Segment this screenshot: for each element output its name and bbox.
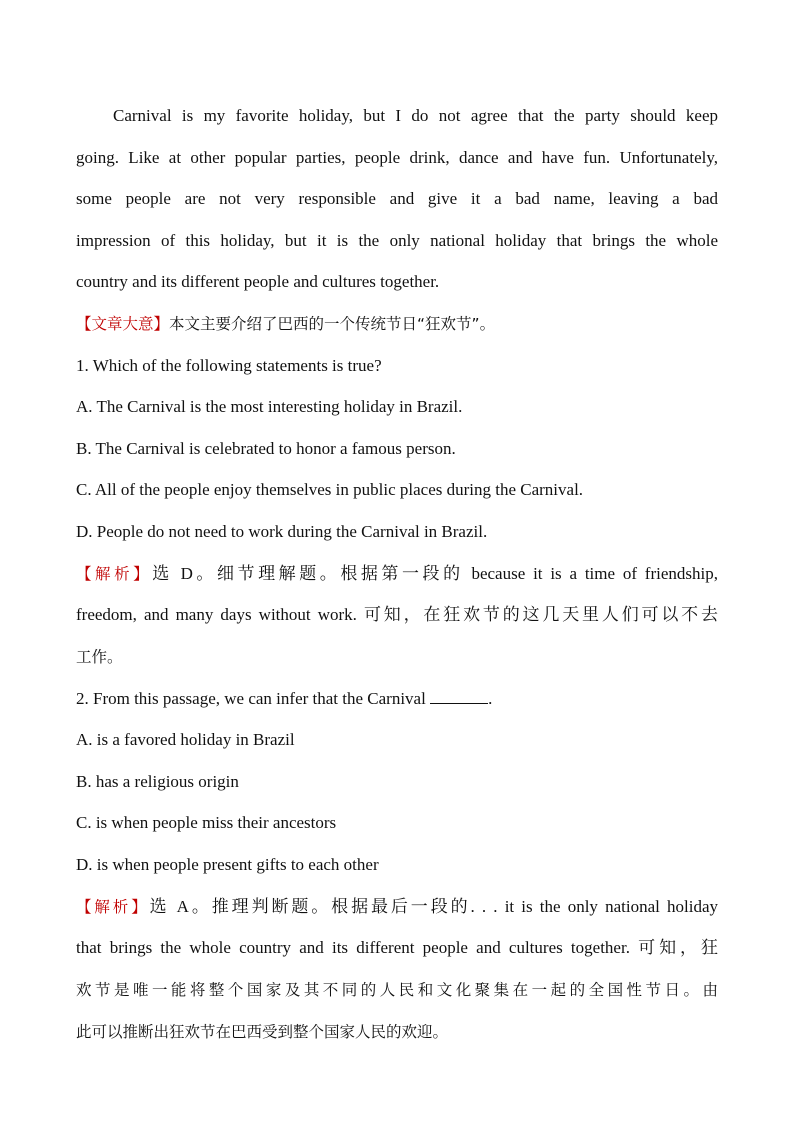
question-option: A. The Carnival is the most interesting holiday in Brazil.: [76, 397, 463, 416]
question-stem-text: 2. From this passage, we can infer that the Carnival: [76, 689, 426, 708]
analysis-text: 选 D。细节理解题。根据第一段的 because it is a time of friendship,: [152, 564, 718, 583]
analysis-line: that brings the whole country and its different people and cultures together. 可知，狂: [76, 938, 718, 957]
analysis-text: 选 A。推理判断题。根据最后一段的. . . it is the only national holiday: [149, 897, 718, 916]
passage-line: impression of this holiday, but it is the only national holiday that brings the whole: [76, 231, 718, 250]
question-stem-end: .: [488, 689, 493, 708]
question-option: A. is a favored holiday in Brazil: [76, 730, 295, 749]
analysis-tag: 【解析】: [76, 898, 150, 916]
question-option: D. is when people present gifts to each other: [76, 855, 379, 874]
summary-tag: 【文章大意】: [76, 315, 170, 333]
passage-line: some people are not very responsible and give it a bad name, leaving a bad: [76, 189, 718, 208]
question-option: D. People do not need to work during the Carnival in Brazil.: [76, 522, 488, 541]
analysis-line: [76, 562, 718, 586]
summary-text: 本文主要介绍了巴西的一个传统节日“狂欢节”。: [169, 315, 496, 333]
passage-line: country and its different people and cultures together.: [76, 272, 440, 291]
analysis-line: 工作。: [76, 648, 123, 666]
question-option: B. The Carnival is celebrated to honor a famous person.: [76, 439, 456, 458]
question-option: C. All of the people enjoy themselves in public places during the Carnival.: [76, 480, 584, 499]
analysis-tag: 【解析】: [76, 565, 153, 583]
analysis-line: [76, 895, 718, 919]
answer-blank: [430, 687, 488, 704]
analysis-line: 此可以推断出狂欢节在巴西受到整个国家人民的欢迎。: [76, 1023, 449, 1041]
summary-line: [76, 312, 718, 336]
passage-line: going. Like at other popular parties, people drink, dance and have fun. Unfortunately,: [76, 148, 718, 167]
passage-line: Carnival is my favorite holiday, but I do not agree that the party should keep: [113, 106, 718, 125]
question-option: C. is when people miss their ancestors: [76, 813, 337, 832]
question-stem: 1. Which of the following statements is true?: [76, 356, 382, 375]
question-option: B. has a religious origin: [76, 772, 239, 791]
analysis-line: freedom, and many days without work. 可知，在狂欢节的这几天里人们可以不去: [76, 605, 718, 624]
question-stem: [76, 687, 718, 711]
analysis-line: 欢节是唯一能将整个国家及其不同的人民和文化聚集在一起的全国性节日。由: [76, 981, 718, 999]
